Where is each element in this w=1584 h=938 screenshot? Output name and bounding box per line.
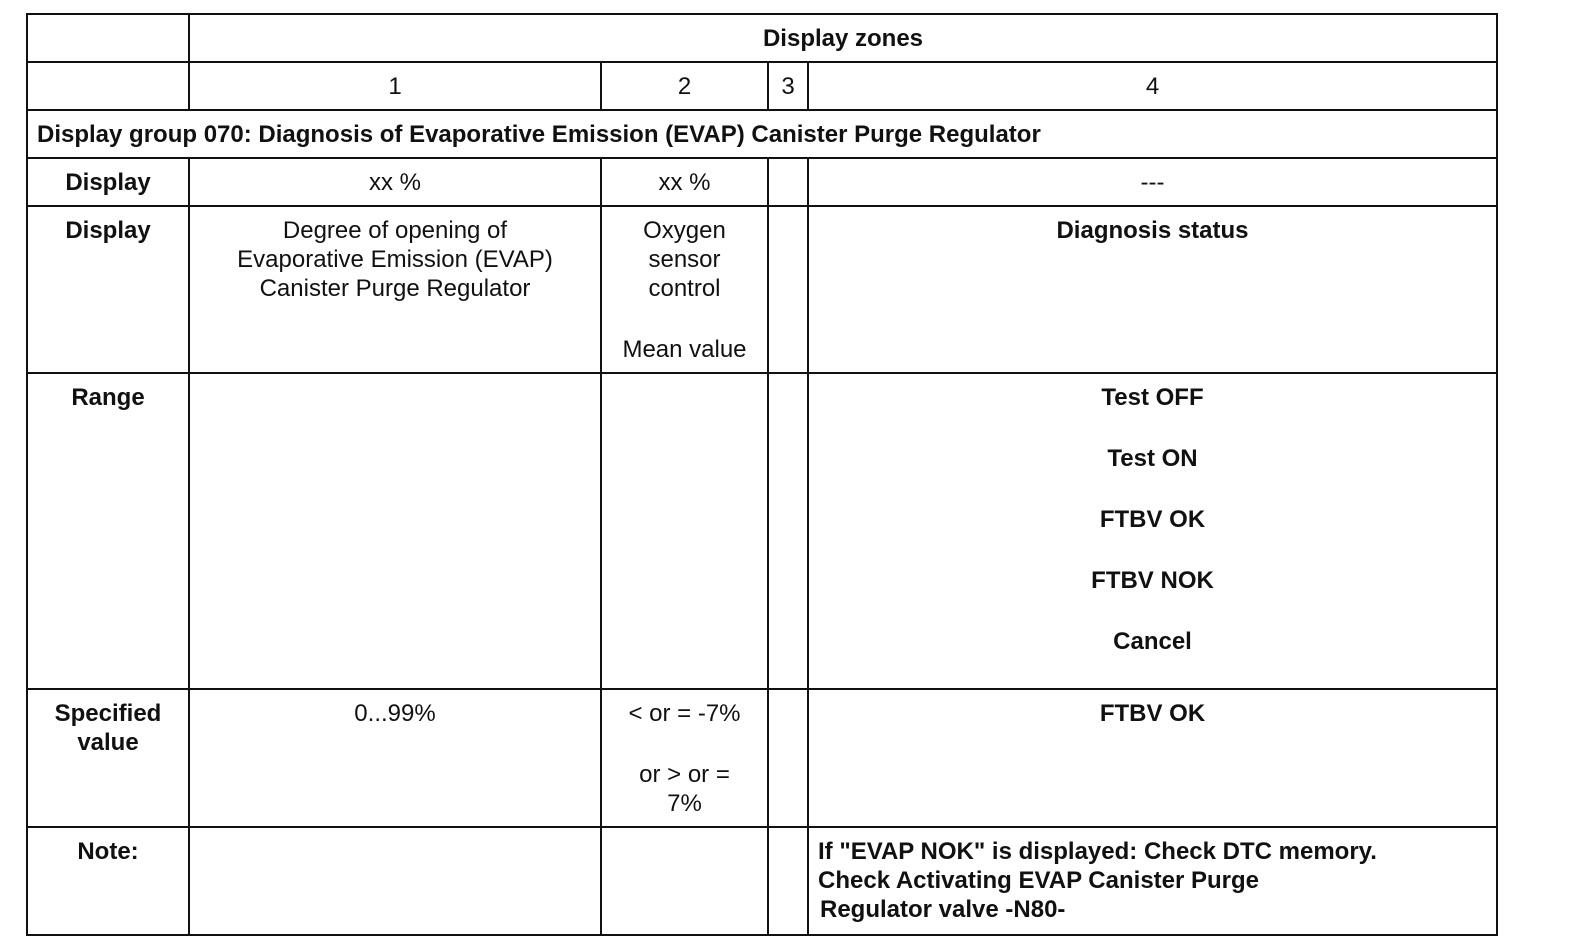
note-row bbox=[27, 827, 1497, 935]
zone-1-description-line: Evaporative Emission (EVAP) bbox=[237, 246, 553, 273]
zone-1-header: 1 bbox=[189, 62, 601, 110]
display-group-title: Display group 070: Diagnosis of Evaporative Emission (EVAP) Canister Purge Regulator bbox=[27, 110, 1497, 158]
display-description-zone-2 bbox=[601, 206, 768, 373]
zone-1-description-line: Canister Purge Regulator bbox=[259, 275, 531, 302]
header-row bbox=[27, 14, 1497, 62]
display-description-zone-1 bbox=[189, 206, 601, 373]
zone-3-header: 3 bbox=[768, 62, 808, 110]
range-zone-2 bbox=[601, 373, 768, 689]
range-value: Test ON bbox=[1107, 445, 1198, 472]
note-label: Note: bbox=[27, 827, 189, 935]
display-units-zone-3 bbox=[768, 158, 808, 206]
specified-value-line: or > or = bbox=[639, 761, 730, 788]
specified-value-line: 7% bbox=[667, 790, 702, 817]
note-line: Regulator valve -N80- bbox=[820, 896, 1066, 923]
specified-value-row bbox=[27, 689, 1497, 827]
display-units-row bbox=[27, 158, 1497, 206]
spacer bbox=[602, 303, 767, 335]
display-description-zone-3 bbox=[768, 206, 808, 373]
display-description-label: Display bbox=[27, 206, 189, 373]
range-value: Cancel bbox=[1113, 628, 1192, 655]
display-description-row bbox=[27, 206, 1497, 373]
note-line: Check Activating EVAP Canister Purge bbox=[818, 867, 1260, 894]
zone-numbers-corner-cell bbox=[27, 62, 189, 110]
spacer bbox=[602, 728, 767, 760]
specified-value-label-line: Specified bbox=[54, 700, 162, 727]
range-zone-1 bbox=[189, 373, 601, 689]
display-zones-table bbox=[26, 13, 1498, 936]
display-units-zone-1: xx % bbox=[189, 158, 601, 206]
zone-2-description-line: control bbox=[648, 275, 721, 302]
display-units-zone-2: xx % bbox=[601, 158, 768, 206]
display-zones-title: Display zones bbox=[189, 14, 1497, 62]
range-zone-4 bbox=[808, 373, 1497, 689]
range-value: FTBV OK bbox=[1099, 506, 1206, 533]
range-zone-3 bbox=[768, 373, 808, 689]
note-zone-1 bbox=[189, 827, 601, 935]
display-description-zone-4: Diagnosis status bbox=[808, 206, 1497, 373]
note-zone-2 bbox=[601, 827, 768, 935]
zone-2-mean-value: Mean value bbox=[622, 336, 747, 363]
zone-2-description-line: Oxygen bbox=[643, 217, 726, 244]
display-units-label: Display bbox=[27, 158, 189, 206]
group-title-row bbox=[27, 110, 1497, 158]
zone-4-header: 4 bbox=[808, 62, 1497, 110]
range-row bbox=[27, 373, 1497, 689]
range-value: FTBV NOK bbox=[1091, 567, 1214, 594]
display-units-zone-4: --- bbox=[808, 158, 1497, 206]
specified-value-zone-3 bbox=[768, 689, 808, 827]
specified-value-label bbox=[27, 689, 189, 827]
zone-2-description-line: sensor bbox=[648, 246, 721, 273]
specified-value-zone-1: 0...99% bbox=[189, 689, 601, 827]
specified-value-label-line: value bbox=[77, 729, 139, 756]
range-label: Range bbox=[27, 373, 189, 689]
header-corner-cell bbox=[27, 14, 189, 62]
range-value: Test OFF bbox=[1101, 384, 1204, 411]
note-zone-3 bbox=[768, 827, 808, 935]
note-line: If "EVAP NOK" is displayed: Check DTC memory. bbox=[818, 838, 1377, 865]
zone-1-description-line: Degree of opening of bbox=[282, 217, 508, 244]
note-zone-4 bbox=[808, 827, 1497, 935]
zone-2-header: 2 bbox=[601, 62, 768, 110]
specified-value-zone-2 bbox=[601, 689, 768, 827]
specified-value-line: < or = -7% bbox=[628, 700, 741, 727]
specified-value-zone-4: FTBV OK bbox=[808, 689, 1497, 827]
zone-numbers-row bbox=[27, 62, 1497, 110]
